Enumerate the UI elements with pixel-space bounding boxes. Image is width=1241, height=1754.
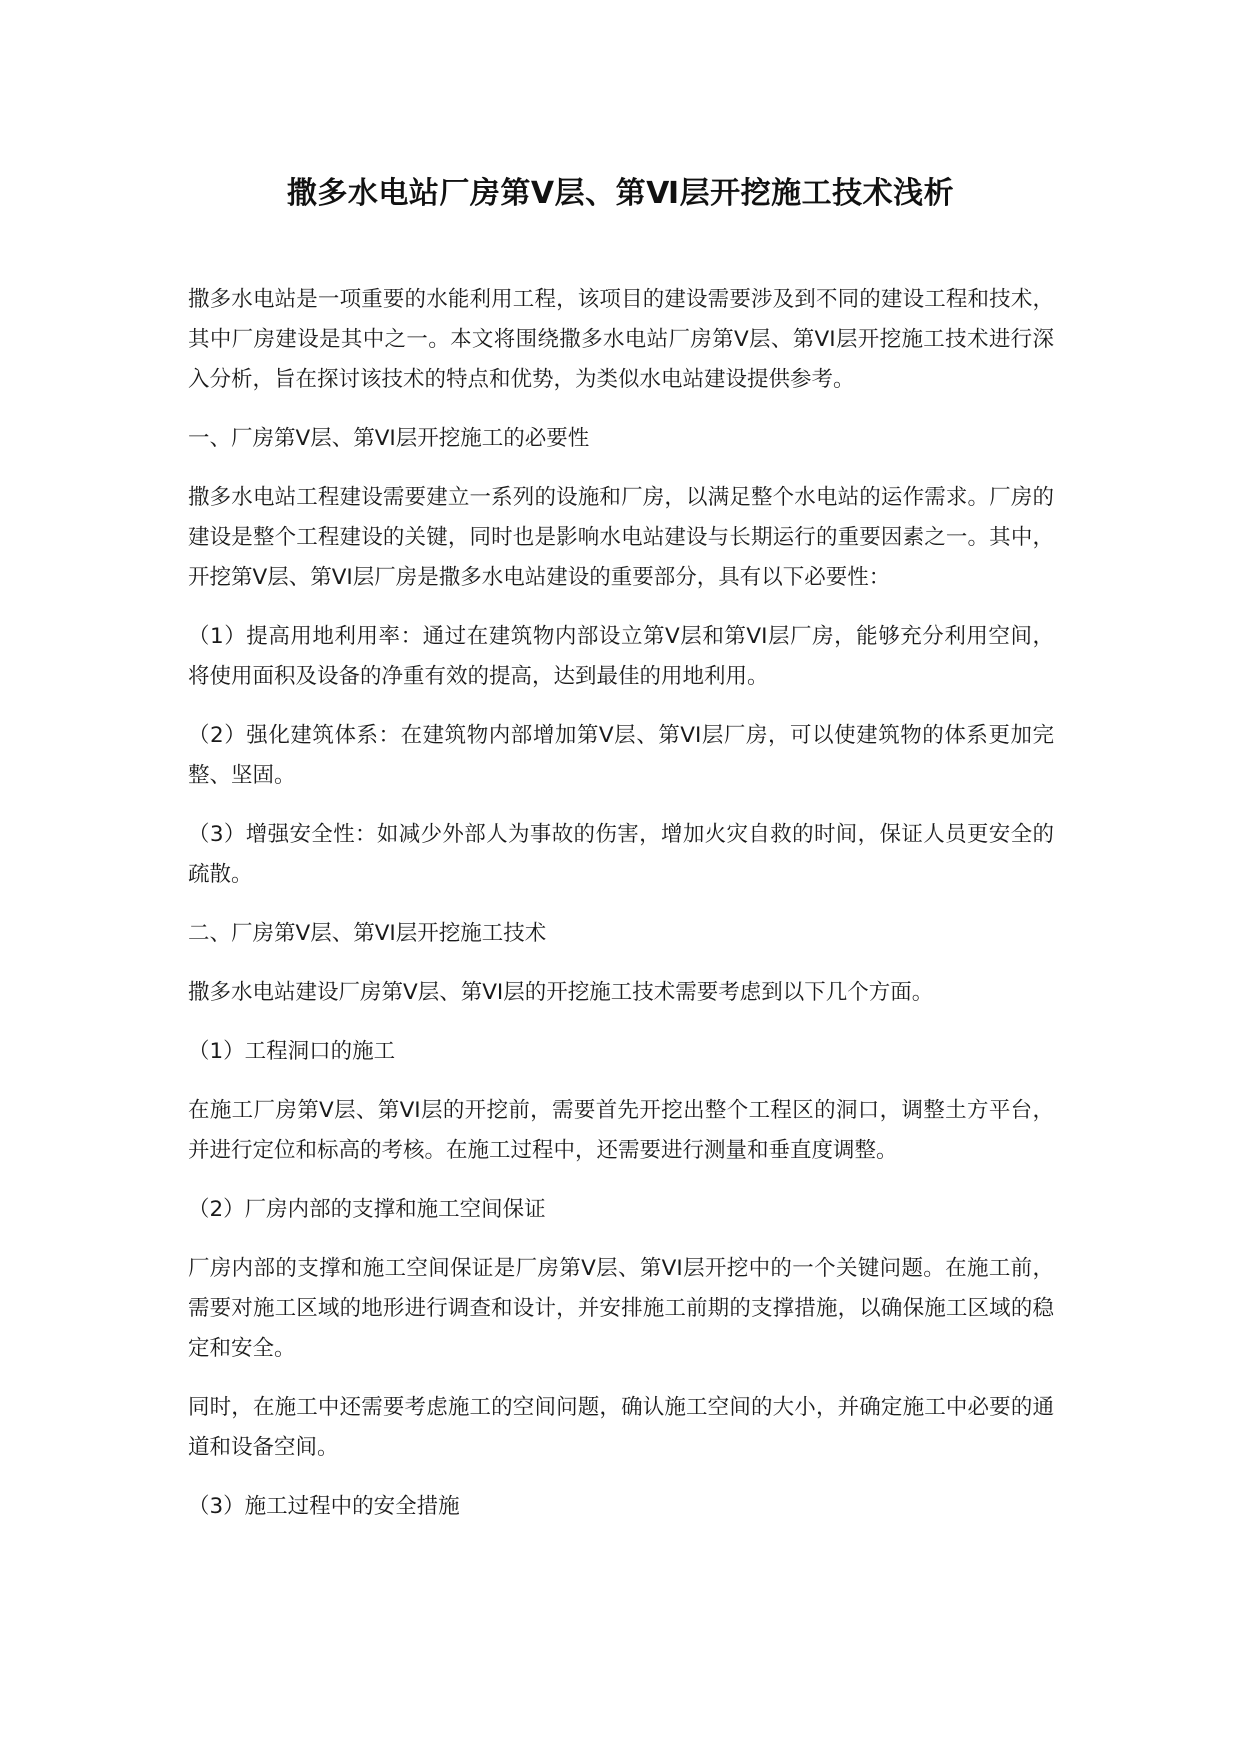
intro-paragraph: 撒多水电站是一项重要的水能利用工程，该项目的建设需要涉及到不同的建设工程和技术，其中厂房建设是其中之一。本文将围绕撒多水电站厂房第Ⅴ层、第VI层开挖施工技术进行深入分析，旨在探讨该技术的特点和优势，为类似水电站建设提供参考。: [188, 287, 1054, 392]
subsection-heading: （3）施工过程中的安全措施: [188, 1494, 460, 1519]
section-heading-2: 二、厂房第Ⅴ层、第VI层开挖施工技术: [188, 921, 547, 946]
body-paragraph: 在施工厂房第Ⅴ层、第VI层的开挖前，需要首先开挖出整个工程区的洞口，调整土方平台，并进行定位和标高的考核。在施工过程中，还需要进行测量和垂直度调整。: [188, 1098, 1054, 1163]
list-item: （1）提高用地利用率：通过在建筑物内部设立第Ⅴ层和第VI层厂房，能够充分利用空间，将使用面积及设备的净重有效的提高，达到最佳的用地利用。: [188, 624, 1054, 689]
document-title: 撒多水电站厂房第Ⅴ层、第Ⅵ层开挖施工技术浅析: [286, 176, 955, 211]
subsection-heading: （2）厂房内部的支撑和施工空间保证: [188, 1197, 546, 1222]
subsection-heading: （1）工程洞口的施工: [188, 1039, 396, 1064]
body-paragraph: 同时，在施工中还需要考虑施工的空间问题，确认施工空间的大小，并确定施工中必要的通道和设备空间。: [188, 1395, 1054, 1460]
body-paragraph: 撒多水电站工程建设需要建立一系列的设施和厂房，以满足整个水电站的运作需求。厂房的建设是整个工程建设的关键，同时也是影响水电站建设与长期运行的重要因素之一。其中，开挖第Ⅴ层、第VI层厂房是撒多水电站建设的重要部分，具有以下必要性：: [188, 485, 1054, 590]
document-body: [188, 280, 1054, 1546]
list-item: （2）强化建筑体系：在建筑物内部增加第Ⅴ层、第VI层厂房，可以使建筑物的体系更加完整、坚固。: [188, 723, 1054, 788]
body-paragraph: 厂房内部的支撑和施工空间保证是厂房第Ⅴ层、第VI层开挖中的一个关键问题。在施工前，需要对施工区域的地形进行调查和设计，并安排施工前期的支撑措施，以确保施工区域的稳定和安全。: [188, 1256, 1054, 1361]
section-heading-1: 一、厂房第Ⅴ层、第VI层开挖施工的必要性: [188, 426, 590, 451]
list-item: （3）增强安全性：如减少外部人为事故的伤害，增加火灾自救的时间，保证人员更安全的疏散。: [188, 822, 1054, 887]
body-paragraph: 撒多水电站建设厂房第Ⅴ层、第VI层的开挖施工技术需要考虑到以下几个方面。: [188, 980, 934, 1005]
